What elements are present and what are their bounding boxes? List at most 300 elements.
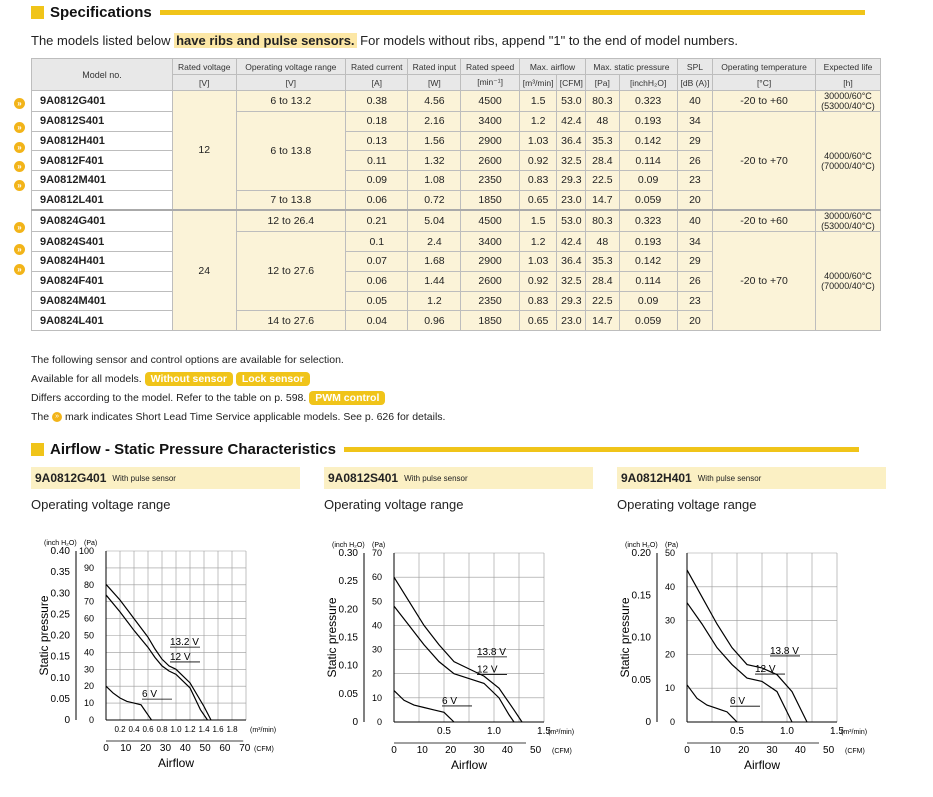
x-tick-cfm: 20 xyxy=(445,745,457,756)
unit-input: [W] xyxy=(408,75,461,91)
table-cell: 0.193 xyxy=(619,232,677,252)
model-cell: 9A0812H401 xyxy=(32,131,173,151)
model-cell: 9A0812F401 xyxy=(32,151,173,171)
life-cell xyxy=(815,232,880,330)
table-row xyxy=(32,112,881,132)
series-line-12V xyxy=(106,595,208,720)
table-cell: 29.3 xyxy=(557,171,586,191)
unit-voltage: [V] xyxy=(173,75,237,91)
short-lead-mark-icon: » xyxy=(52,412,62,422)
y-tick-pa: 10 xyxy=(371,692,382,703)
life-value: 30000/60°C xyxy=(824,211,872,222)
x-tick-m3: 1.2 xyxy=(184,725,196,734)
x-tick-cfm: 40 xyxy=(179,743,191,754)
table-cell: 2.4 xyxy=(408,232,461,252)
table-cell: 23.0 xyxy=(557,190,586,210)
y-tick-inch: 0.25 xyxy=(338,576,358,588)
table-cell: 40 xyxy=(677,210,712,232)
table-cell: 0.114 xyxy=(619,271,677,291)
x-tick-m3: 0.8 xyxy=(156,725,168,734)
notes-block xyxy=(31,351,445,427)
y-tick-pa: 50 xyxy=(664,548,675,558)
table-cell: 6 to 13.8 xyxy=(236,112,346,191)
pulse-label: With pulse sensor xyxy=(697,473,762,483)
x-tick-cfm: 50 xyxy=(199,743,211,754)
table-cell: 6 to 13.2 xyxy=(236,91,346,112)
pulse-label: With pulse sensor xyxy=(112,473,176,483)
y-unit-pa: (Pa) xyxy=(665,542,679,549)
airflow-section-title: Airflow - Static Pressure Characteristics xyxy=(50,440,336,458)
table-cell: 2900 xyxy=(461,252,519,272)
x-tick-m3: 1.8 xyxy=(226,725,238,734)
y-axis-label: Static pressure xyxy=(325,597,339,678)
y-tick-inch: 0.15 xyxy=(50,651,70,663)
table-cell: 1850 xyxy=(461,190,519,210)
table-cell: 2900 xyxy=(461,131,519,151)
y-unit-pa: (Pa) xyxy=(372,542,386,549)
y-tick-inch: 0.20 xyxy=(50,630,70,642)
y-tick-inch: 0.10 xyxy=(338,660,358,672)
note-differs: Differs according to the model. Refer to the table on p. 598. PWM control xyxy=(31,389,445,408)
table-cell: 29.3 xyxy=(557,291,586,311)
unit-cfm: [CFM] xyxy=(557,75,586,91)
table-cell: 80.3 xyxy=(586,210,619,232)
intro-pre: The models listed below xyxy=(31,33,175,48)
y-tick-pa: 0 xyxy=(376,717,382,727)
table-cell: 0.96 xyxy=(408,311,461,331)
table-cell: 0.114 xyxy=(619,151,677,171)
unit-inch: [inchH₂O] xyxy=(619,75,677,91)
model-cell: 9A0812M401 xyxy=(32,171,173,191)
x-tick-m3: 0.4 xyxy=(128,725,140,734)
short-lead-mark-icon: » xyxy=(14,222,25,233)
table-cell: 4.56 xyxy=(408,91,461,112)
table-cell: 14 to 27.6 xyxy=(236,311,346,331)
col-temp: Operating temperature xyxy=(713,59,816,75)
table-cell: 26 xyxy=(677,151,712,171)
table-cell: 28.4 xyxy=(586,151,619,171)
x-tick-cfm: 10 xyxy=(709,745,721,756)
model-cell: 9A0812L401 xyxy=(32,190,173,210)
y-tick-pa: 60 xyxy=(371,572,382,583)
y-tick-pa: 50 xyxy=(371,596,382,607)
table-cell: 2600 xyxy=(461,151,519,171)
table-cell: 0.21 xyxy=(346,210,408,232)
model-cell: 9A0824G401 xyxy=(32,210,173,232)
table-cell: 1.2 xyxy=(519,232,557,252)
x-tick-cfm: 0 xyxy=(103,743,109,754)
table-cell: 3400 xyxy=(461,112,519,132)
series-label: 13.8 V xyxy=(770,645,799,657)
x-tick-cfm: 50 xyxy=(530,745,542,756)
table-cell: 22.5 xyxy=(586,291,619,311)
table-cell: -20 to +70 xyxy=(713,232,816,330)
x-axis-label: Airflow xyxy=(157,756,195,770)
table-cell: 24 xyxy=(173,210,237,330)
y-axis-label: Static pressure xyxy=(618,597,632,678)
y-tick-inch: 0.25 xyxy=(50,609,70,621)
table-cell: 22.5 xyxy=(586,171,619,191)
life-value-alt: (53000/40°C) xyxy=(821,221,875,232)
table-cell: 32.5 xyxy=(557,271,586,291)
pill-pwm-control: PWM control xyxy=(309,391,385,405)
table-cell: 26 xyxy=(677,271,712,291)
y-unit-inch: (inch H₂O) xyxy=(44,540,77,547)
x-tick-cfm: 40 xyxy=(501,745,513,756)
chart-model-label: 9A0812H401 xyxy=(621,471,692,485)
short-lead-mark-icon: » xyxy=(14,264,25,275)
unit-current: [A] xyxy=(346,75,408,91)
short-lead-mark-icon: » xyxy=(14,122,25,133)
model-cell: 9A0824S401 xyxy=(32,232,173,252)
table-cell: 1.56 xyxy=(408,131,461,151)
y-tick-inch: 0.15 xyxy=(338,632,358,644)
y-tick-pa: 40 xyxy=(371,620,382,631)
col-spl: SPL xyxy=(677,59,712,75)
y-tick-inch: 0.10 xyxy=(631,632,651,644)
table-cell: 0.65 xyxy=(519,311,557,331)
y-tick-pa: 10 xyxy=(83,698,94,709)
x-unit-cfm: (CFM) xyxy=(845,748,865,755)
x-tick-cfm: 20 xyxy=(140,743,152,754)
intro-highlight: have ribs and pulse sensors. xyxy=(176,33,355,48)
table-cell: 0.323 xyxy=(619,210,677,232)
y-tick-pa: 30 xyxy=(371,644,382,655)
y-tick-pa: 20 xyxy=(83,681,94,692)
table-cell: 0.09 xyxy=(619,291,677,311)
x-axis-label: Airflow xyxy=(743,758,781,772)
col-current: Rated current xyxy=(346,59,408,75)
table-cell: 80.3 xyxy=(586,91,619,112)
x-tick-m3: 0.2 xyxy=(114,725,126,734)
y-tick-inch: 0.20 xyxy=(631,548,651,559)
intro-text xyxy=(31,33,738,48)
y-tick-pa: 30 xyxy=(664,615,675,626)
table-cell: 1.5 xyxy=(519,210,557,232)
y-tick-inch: 0.15 xyxy=(631,590,651,602)
x-unit-m3: (m³/min) xyxy=(548,729,575,736)
y-unit-inch: (inch H₂O) xyxy=(625,542,658,549)
table-cell: 5.04 xyxy=(408,210,461,232)
section-divider xyxy=(160,10,865,15)
table-cell: 1.5 xyxy=(519,91,557,112)
unit-range: [V] xyxy=(236,75,346,91)
x-tick-m3: 1.6 xyxy=(212,725,224,734)
table-cell: 0.059 xyxy=(619,311,677,331)
table-cell: 34 xyxy=(677,232,712,252)
table-cell: 2.16 xyxy=(408,112,461,132)
spec-section-title: Specifications xyxy=(50,3,152,21)
y-tick-pa: 40 xyxy=(664,581,675,592)
col-pressure: Max. static pressure xyxy=(586,59,678,75)
op-range-label: Operating voltage range xyxy=(617,497,757,512)
x-tick-cfm: 0 xyxy=(684,745,690,756)
table-cell: 0.193 xyxy=(619,112,677,132)
col-input: Rated input xyxy=(408,59,461,75)
unit-pa: [Pa] xyxy=(586,75,619,91)
airflow-section-header xyxy=(31,440,859,458)
y-tick-inch: 0.05 xyxy=(631,674,651,686)
table-cell: 0.11 xyxy=(346,151,408,171)
y-tick-inch: 0 xyxy=(64,715,70,726)
col-speed: Rated speed xyxy=(461,59,519,75)
chart-h401 xyxy=(617,525,887,785)
x-tick-m3: 1.5 xyxy=(537,726,551,737)
x-axis-label: Airflow xyxy=(450,758,488,772)
y-tick-pa: 20 xyxy=(664,649,675,660)
unit-temp: [°C] xyxy=(713,75,816,91)
table-cell: 12 to 26.4 xyxy=(236,210,346,232)
table-cell: 48 xyxy=(586,232,619,252)
table-cell: 35.3 xyxy=(586,131,619,151)
y-unit-inch: (inch H₂O) xyxy=(332,542,365,549)
table-cell: 0.09 xyxy=(619,171,677,191)
short-lead-mark-icon: » xyxy=(14,142,25,153)
table-cell: -20 to +60 xyxy=(713,210,816,232)
life-value-alt: (70000/40°C) xyxy=(821,281,875,292)
table-cell: 1.2 xyxy=(519,112,557,132)
x-tick-cfm: 50 xyxy=(823,745,835,756)
x-unit-m3: (m³/min) xyxy=(250,727,277,734)
table-cell: 2350 xyxy=(461,291,519,311)
table-cell: 2600 xyxy=(461,271,519,291)
y-tick-pa: 40 xyxy=(83,647,94,658)
chart-model-label: 9A0812G401 xyxy=(35,471,107,485)
x-tick-cfm: 20 xyxy=(738,745,750,756)
table-cell: 36.4 xyxy=(557,252,586,272)
col-life: Expected life xyxy=(815,59,880,75)
table-cell: 23 xyxy=(677,291,712,311)
x-tick-cfm: 30 xyxy=(766,745,778,756)
unit-life: [h] xyxy=(815,75,880,91)
table-cell: 1850 xyxy=(461,311,519,331)
model-cell: 9A0824L401 xyxy=(32,311,173,331)
op-range-label: Operating voltage range xyxy=(31,497,171,512)
table-cell: -20 to +60 xyxy=(713,91,816,112)
x-tick-m3: 1.0 xyxy=(780,726,794,737)
x-tick-m3: 0.5 xyxy=(730,726,744,737)
y-tick-inch: 0.40 xyxy=(50,546,70,557)
table-cell: 0.142 xyxy=(619,252,677,272)
series-label: 6 V xyxy=(142,689,158,701)
y-tick-pa: 90 xyxy=(83,562,94,573)
pulse-label: With pulse sensor xyxy=(404,473,468,483)
table-cell: 14.7 xyxy=(586,190,619,210)
chart-s401 xyxy=(324,525,594,785)
unit-m3: [m³/min] xyxy=(519,75,557,91)
x-tick-cfm: 60 xyxy=(219,743,231,754)
series-label: 13.2 V xyxy=(170,637,199,649)
table-cell: 0.07 xyxy=(346,252,408,272)
table-cell: 29 xyxy=(677,131,712,151)
x-unit-cfm: (CFM) xyxy=(552,748,572,755)
table-cell: 1.03 xyxy=(519,252,557,272)
table-cell: 0.65 xyxy=(519,190,557,210)
table-cell: 1.2 xyxy=(408,291,461,311)
table-cell: 2350 xyxy=(461,171,519,191)
life-value: 40000/60°C xyxy=(824,271,872,282)
y-tick-inch: 0 xyxy=(645,717,651,728)
table-cell: 20 xyxy=(677,311,712,331)
short-lead-mark-icon: » xyxy=(14,180,25,191)
x-unit-cfm: (CFM) xyxy=(254,746,274,753)
x-tick-m3: 1.0 xyxy=(170,725,182,734)
chart-model-label: 9A0812S401 xyxy=(328,471,399,485)
series-label: 12 V xyxy=(170,651,191,663)
col-range: Operating voltage range xyxy=(236,59,346,75)
table-cell: 35.3 xyxy=(586,252,619,272)
table-cell: 0.18 xyxy=(346,112,408,132)
chart-g401 xyxy=(31,525,301,785)
table-cell: 0.72 xyxy=(408,190,461,210)
table-cell: 0.38 xyxy=(346,91,408,112)
x-tick-cfm: 40 xyxy=(794,745,806,756)
x-unit-m3: (m³/min) xyxy=(841,729,868,736)
table-cell: 0.06 xyxy=(346,271,408,291)
section-divider xyxy=(344,447,859,452)
note-mark: The » mark indicates Short Lead Time Service applicable models. See p. 626 for details. xyxy=(31,411,446,423)
y-tick-pa: 50 xyxy=(83,630,94,641)
table-cell: 4500 xyxy=(461,210,519,232)
life-value-alt: (53000/40°C) xyxy=(821,101,875,111)
table-cell: 0.04 xyxy=(346,311,408,331)
table-cell: 28.4 xyxy=(586,271,619,291)
y-unit-pa: (Pa) xyxy=(84,540,98,547)
y-tick-inch: 0.05 xyxy=(50,693,70,705)
series-label: 12 V xyxy=(477,664,498,676)
y-tick-inch: 0 xyxy=(352,717,358,728)
table-cell: 12 xyxy=(173,91,237,211)
table-cell: -20 to +70 xyxy=(713,112,816,211)
table-cell: 0.83 xyxy=(519,291,557,311)
table-cell: 29 xyxy=(677,252,712,272)
x-tick-m3: 1.5 xyxy=(830,726,844,737)
table-cell: 34 xyxy=(677,112,712,132)
table-cell: 42.4 xyxy=(557,232,586,252)
life-cell xyxy=(815,91,880,112)
table-cell: 32.5 xyxy=(557,151,586,171)
model-cell: 9A0812G401 xyxy=(32,91,173,112)
y-tick-pa: 0 xyxy=(88,715,94,725)
x-tick-cfm: 10 xyxy=(416,745,428,756)
note-all-models: Available for all models. Without sensor Lock sensor xyxy=(31,370,445,389)
section-marker-icon xyxy=(31,443,44,456)
table-cell: 53.0 xyxy=(557,91,586,112)
spec-section-header xyxy=(31,3,865,21)
model-cell: 9A0824M401 xyxy=(32,291,173,311)
table-cell: 23 xyxy=(677,171,712,191)
series-label: 6 V xyxy=(730,696,746,708)
table-cell: 42.4 xyxy=(557,112,586,132)
life-value: 40000/60°C xyxy=(824,150,872,161)
x-tick-m3: 0.6 xyxy=(142,725,154,734)
model-cell: 9A0824F401 xyxy=(32,271,173,291)
intro-post: For models without ribs, append "1" to the end of model numbers. xyxy=(356,33,738,48)
x-tick-cfm: 30 xyxy=(473,745,485,756)
table-cell: 0.059 xyxy=(619,190,677,210)
x-tick-m3: 1.0 xyxy=(487,726,501,737)
y-tick-pa: 80 xyxy=(83,579,94,590)
table-cell: 4500 xyxy=(461,91,519,112)
series-label: 6 V xyxy=(442,695,458,707)
table-cell: 0.09 xyxy=(346,171,408,191)
col-voltage: Rated voltage xyxy=(173,59,237,75)
col-model: Model no. xyxy=(32,59,173,91)
y-tick-pa: 60 xyxy=(83,613,94,624)
table-cell: 7 to 13.8 xyxy=(236,190,346,210)
life-cell xyxy=(815,210,880,232)
x-tick-m3: 0.5 xyxy=(437,726,451,737)
y-tick-inch: 0.30 xyxy=(50,588,70,600)
table-cell: 48 xyxy=(586,112,619,132)
table-row xyxy=(32,232,881,252)
y-tick-inch: 0.10 xyxy=(50,672,70,684)
y-tick-inch: 0.20 xyxy=(338,604,358,616)
table-cell: 1.44 xyxy=(408,271,461,291)
pill-lock-sensor: Lock sensor xyxy=(236,372,310,386)
y-tick-pa: 30 xyxy=(83,664,94,675)
table-cell: 3400 xyxy=(461,232,519,252)
table-row xyxy=(32,91,881,112)
table-cell: 0.1 xyxy=(346,232,408,252)
table-row xyxy=(32,210,881,232)
x-tick-cfm: 70 xyxy=(239,743,251,754)
table-cell: 0.13 xyxy=(346,131,408,151)
short-lead-mark-icon: » xyxy=(14,98,25,109)
table-cell: 20 xyxy=(677,190,712,210)
x-tick-cfm: 30 xyxy=(159,743,172,754)
y-tick-pa: 20 xyxy=(371,668,382,679)
table-cell: 1.03 xyxy=(519,131,557,151)
chart-header-g401 xyxy=(31,467,300,489)
table-cell: 53.0 xyxy=(557,210,586,232)
chart-header-s401 xyxy=(324,467,593,489)
table-cell: 0.92 xyxy=(519,271,557,291)
spec-table xyxy=(31,58,881,331)
y-tick-pa: 100 xyxy=(78,546,94,556)
y-axis-label: Static pressure xyxy=(37,595,51,676)
model-cell: 9A0812S401 xyxy=(32,112,173,132)
table-cell: 0.83 xyxy=(519,171,557,191)
table-cell: 23.0 xyxy=(557,311,586,331)
pill-without-sensor: Without sensor xyxy=(145,372,233,386)
table-cell: 0.92 xyxy=(519,151,557,171)
section-marker-icon xyxy=(31,6,44,19)
table-cell: 1.68 xyxy=(408,252,461,272)
table-cell: 0.06 xyxy=(346,190,408,210)
life-value-alt: (70000/40°C) xyxy=(821,160,875,171)
note-options: The following sensor and control options are available for selection. xyxy=(31,354,344,366)
table-cell: 40 xyxy=(677,91,712,112)
y-tick-pa: 0 xyxy=(669,717,675,727)
table-cell: 12 to 27.6 xyxy=(236,232,346,311)
short-lead-mark-icon: » xyxy=(14,161,25,172)
y-tick-inch: 0.30 xyxy=(338,548,358,559)
y-tick-inch: 0.35 xyxy=(50,567,70,579)
table-cell: 0.142 xyxy=(619,131,677,151)
y-tick-pa: 70 xyxy=(371,548,382,558)
x-tick-m3: 1.4 xyxy=(198,725,210,734)
x-tick-cfm: 10 xyxy=(120,743,132,754)
y-tick-pa: 10 xyxy=(664,683,675,694)
unit-speed: [min⁻¹] xyxy=(461,75,519,91)
table-cell: 1.08 xyxy=(408,171,461,191)
table-cell: 0.323 xyxy=(619,91,677,112)
model-cell: 9A0824H401 xyxy=(32,252,173,272)
chart-header-h401 xyxy=(617,467,886,489)
table-cell: 1.32 xyxy=(408,151,461,171)
x-tick-cfm: 0 xyxy=(391,745,397,756)
